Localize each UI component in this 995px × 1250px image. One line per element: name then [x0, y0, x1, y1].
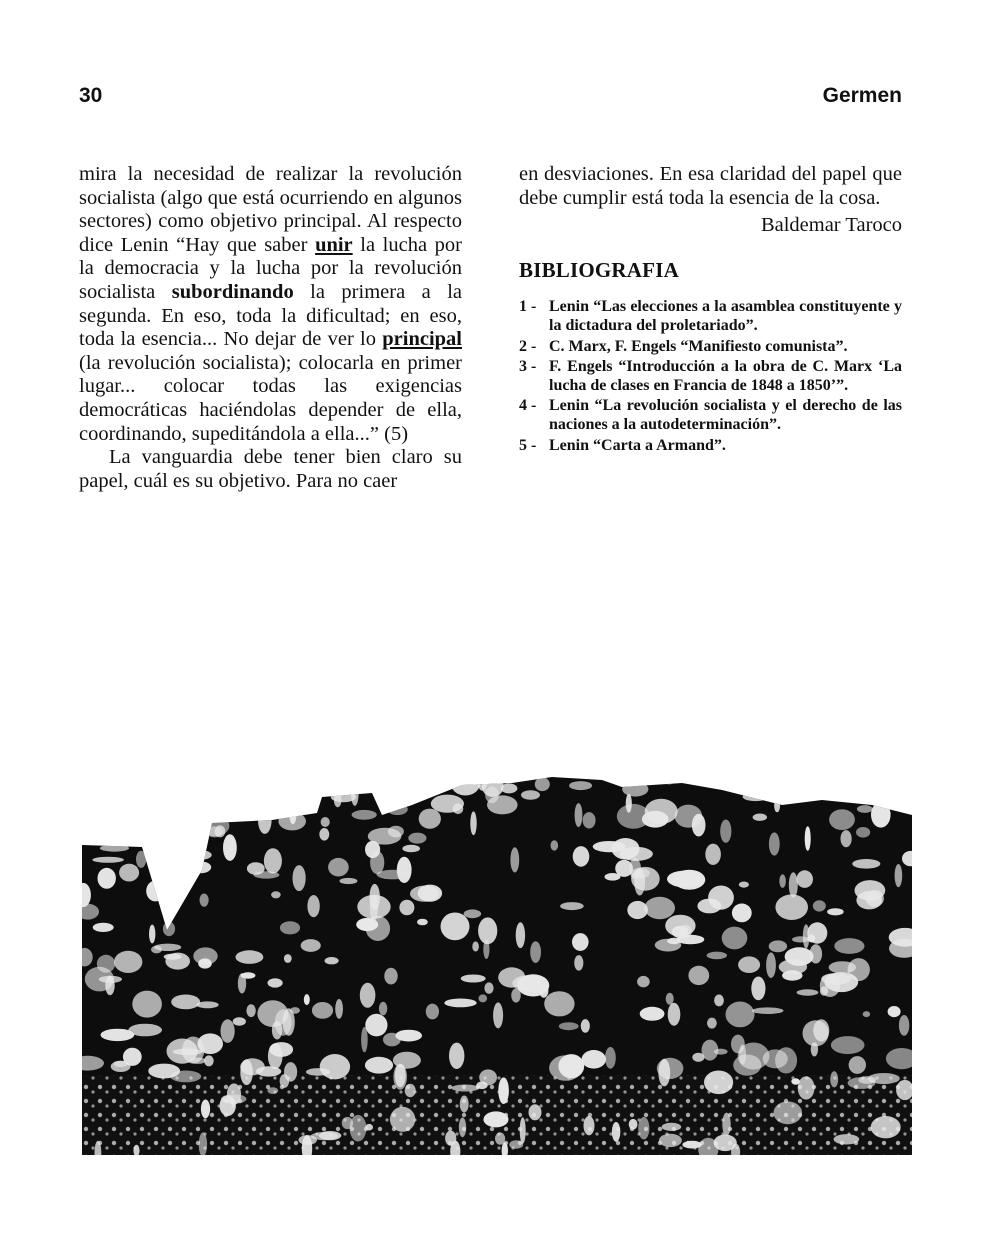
- photo-texture-blob: [738, 956, 760, 973]
- photo-texture-blob: [560, 902, 584, 910]
- photo-texture-blob: [201, 1100, 210, 1119]
- photo-texture-blob: [280, 921, 300, 934]
- photo-texture-blob: [829, 809, 855, 830]
- photo-texture-blob: [707, 1018, 717, 1029]
- photo-texture-blob: [752, 1007, 784, 1014]
- bibliography-number: 4 -: [519, 397, 537, 415]
- photo-texture-blob: [704, 1071, 733, 1095]
- photo-texture-blob: [770, 777, 786, 795]
- photo-texture-blob: [852, 859, 880, 869]
- photo-texture-blob: [739, 1045, 746, 1065]
- photo-texture-blob: [875, 775, 893, 787]
- body-paragraph: en desviaciones. En esa claridad del papel que debe cumplir está toda la esencia de la cosa.: [519, 163, 902, 209]
- photo-texture-blob: [498, 967, 525, 987]
- photo-texture-blob: [797, 989, 819, 995]
- photo-texture-blob: [705, 844, 721, 865]
- photo-texture-blob: [796, 870, 813, 888]
- photo-texture-blob: [727, 775, 755, 789]
- photo-texture-blob: [146, 881, 164, 902]
- photo-texture-blob: [743, 793, 769, 802]
- bibliography-list: [519, 298, 902, 455]
- photo-texture-blob: [221, 1094, 247, 1103]
- photo-texture-blob: [387, 804, 408, 815]
- photo-texture-blob: [622, 782, 648, 797]
- photo-texture-blob: [520, 1117, 526, 1143]
- photo-texture-blob: [827, 908, 844, 915]
- photo-texture-blob: [393, 1064, 407, 1090]
- photo-texture-blob: [157, 815, 163, 837]
- photo-texture-blob: [831, 1036, 865, 1054]
- photo-texture-blob: [663, 776, 676, 785]
- photo-texture-blob: [792, 936, 809, 942]
- photo-texture-blob: [158, 813, 183, 838]
- photo-texture-blob: [841, 830, 852, 847]
- photo-texture-blob: [516, 922, 525, 948]
- photo-texture-blob: [163, 922, 175, 937]
- running-head: Germen: [822, 84, 902, 107]
- photo-texture-blob: [478, 917, 497, 944]
- bibliography-text: Lenin “Carta a Armand”.: [549, 436, 726, 454]
- photo-texture-blob: [627, 901, 648, 919]
- photo-texture-blob: [856, 891, 882, 909]
- photo-texture-blob: [264, 848, 282, 873]
- photo-texture-blob: [399, 900, 414, 916]
- photo-texture-blob: [857, 805, 873, 813]
- photo-texture-blob: [551, 840, 559, 850]
- photo-texture-blob: [644, 897, 675, 919]
- photo-texture-blob: [459, 1118, 466, 1138]
- photo-texture-blob: [236, 950, 264, 964]
- photo-texture-blob: [97, 780, 130, 797]
- photo-texture-blob: [238, 973, 246, 993]
- photo-texture-blob: [149, 925, 155, 944]
- photo-texture-blob: [284, 954, 292, 963]
- body-paragraph: [79, 163, 462, 446]
- photo-texture-blob: [171, 995, 200, 1010]
- bibliography-item: [519, 338, 902, 357]
- photo-texture-blob: [271, 891, 281, 898]
- left-column: [79, 163, 462, 493]
- photo-texture-blob: [193, 830, 202, 845]
- photo-texture-blob: [417, 919, 428, 926]
- photo-texture-blob: [584, 1116, 595, 1135]
- photo-texture-blob: [791, 1078, 800, 1084]
- photo-texture-blob: [173, 844, 188, 851]
- photo-texture-blob: [451, 1085, 479, 1092]
- photo-texture-blob: [397, 857, 412, 883]
- photo-texture-blob: [268, 978, 283, 987]
- photo-texture-blob: [849, 1056, 866, 1074]
- photo-texture-blob: [278, 812, 306, 830]
- photo-texture-blob: [472, 941, 479, 951]
- photo-texture-blob: [136, 784, 167, 811]
- photo-texture-blob: [821, 973, 851, 985]
- photo-texture-blob: [714, 995, 724, 1007]
- photo-texture-blob: [908, 775, 913, 786]
- photo-texture-blob: [408, 833, 426, 844]
- photo-texture-blob: [165, 953, 190, 970]
- photo-texture-blob: [402, 845, 420, 853]
- photo-texture-blob: [583, 812, 596, 828]
- page-number: 30: [79, 84, 103, 107]
- photo-texture-blob: [569, 781, 592, 790]
- photo-texture-blob: [871, 802, 891, 828]
- photo-texture-blob: [98, 868, 116, 889]
- photo-texture-blob: [572, 933, 589, 951]
- photo-texture-blob: [418, 885, 442, 902]
- photo-texture-blob: [200, 894, 209, 907]
- photo-texture-blob: [848, 1077, 876, 1089]
- photo-texture-blob: [638, 1117, 649, 1140]
- photo-texture-blob: [325, 957, 339, 964]
- photo-texture-blob: [339, 878, 357, 884]
- photo-texture-blob: [205, 804, 228, 817]
- photo-texture-blob: [301, 939, 321, 952]
- photo-texture-blob: [789, 872, 798, 897]
- photo-texture-blob: [739, 882, 749, 888]
- photo-texture-blob: [321, 817, 330, 827]
- photo-texture-blob: [856, 827, 870, 838]
- photo-texture-blob: [212, 780, 244, 807]
- photo-texture-blob: [377, 870, 409, 880]
- photo-texture-blob: [426, 1004, 439, 1020]
- photo-texture-blob: [573, 846, 590, 867]
- photo-texture-blob: [659, 1134, 682, 1147]
- photo-texture-blob: [365, 1014, 387, 1037]
- photo-texture-blob: [834, 1134, 860, 1144]
- photo-texture-blob: [192, 850, 212, 859]
- photo-texture-blob: [622, 775, 629, 783]
- photo-texture-blob: [328, 858, 349, 877]
- right-column: [519, 163, 902, 457]
- photo-texture-blob: [493, 1002, 503, 1028]
- photo-texture-blob: [782, 970, 802, 980]
- photo-texture-blob: [383, 1033, 401, 1047]
- photo-texture-blob: [803, 1020, 829, 1046]
- photo-texture-blob: [779, 874, 786, 887]
- photo-texture-blob: [87, 816, 102, 833]
- photo-texture-blob: [357, 895, 390, 919]
- photo-texture-blob: [258, 806, 272, 834]
- photo-texture-blob: [751, 977, 765, 1001]
- bibliography-item: [519, 437, 902, 456]
- photo-texture-blob: [441, 913, 470, 941]
- photo-texture-blob: [179, 809, 209, 833]
- photo-texture-blob: [183, 842, 200, 861]
- photo-texture-blob: [722, 1113, 730, 1137]
- photo-texture-blob: [667, 871, 701, 888]
- photo-texture-blob: [805, 826, 811, 851]
- photo-texture-blob: [529, 1104, 542, 1120]
- photo-texture-blob: [479, 994, 488, 1002]
- bibliography-number: 1 -: [519, 298, 537, 316]
- photo-texture-blob: [722, 927, 748, 950]
- photo-texture-blob: [419, 809, 441, 829]
- photo-texture-blob: [612, 1122, 621, 1142]
- photo-texture-blob: [834, 938, 864, 954]
- photo-texture-blob: [895, 864, 903, 887]
- bibliography-text: Lenin “Las elecciones a la asamblea constituyente y la dictadura del proletariado”.: [549, 298, 902, 334]
- photo-texture-blob: [769, 832, 780, 855]
- photo-texture-blob: [379, 1002, 387, 1016]
- photo-texture-blob: [92, 857, 124, 863]
- photo-texture-blob: [100, 845, 129, 852]
- photo-texture-blob: [246, 1004, 255, 1017]
- photo-texture-blob: [582, 1050, 606, 1069]
- photo-texture-blob: [132, 991, 162, 1018]
- photo-texture-blob: [163, 775, 174, 793]
- photo-texture-blob: [766, 952, 776, 978]
- photo-texture-blob: [798, 1076, 815, 1099]
- photo-texture-blob: [198, 958, 212, 968]
- photo-texture-blob: [495, 1132, 505, 1144]
- photo-texture-blob: [178, 830, 206, 857]
- photo-texture-blob: [361, 1027, 368, 1052]
- photo-texture-blob: [708, 886, 734, 910]
- photo-texture-blob: [450, 775, 470, 783]
- photo-texture-blob: [668, 1003, 681, 1026]
- photo-texture-blob: [171, 778, 199, 785]
- photo-texture-blob: [101, 1029, 135, 1041]
- photo-texture-blob: [384, 968, 397, 985]
- bibliography-number: 2 -: [519, 337, 537, 355]
- photo-texture-blob: [319, 828, 329, 841]
- photo-texture-blob: [253, 871, 279, 878]
- photo-texture-blob: [390, 1107, 415, 1132]
- photo-texture-blob: [119, 864, 139, 882]
- photo-texture-blob: [675, 805, 703, 828]
- photo-texture-blob: [449, 1043, 464, 1069]
- photo-texture-blob: [365, 1057, 393, 1074]
- photo-texture-blob: [218, 790, 249, 799]
- photo-texture-blob: [841, 775, 870, 802]
- photo-texture-blob: [240, 1059, 253, 1085]
- photo-texture-blob: [105, 976, 114, 995]
- photo-texture-blob: [146, 816, 163, 842]
- author-signature: Baldemar Taroco: [760, 214, 902, 237]
- bibliography-number: 5 -: [519, 436, 537, 454]
- bibliography-item: [519, 298, 902, 335]
- photo-texture-blob: [461, 975, 486, 983]
- photo-texture-blob: [97, 955, 115, 973]
- photo-texture-blob: [637, 976, 650, 987]
- emphasis-subordinando: subordinando: [171, 280, 294, 303]
- photo-texture-blob: [726, 1002, 755, 1028]
- photo-texture-blob: [871, 1116, 901, 1138]
- bibliography-item: [519, 397, 902, 434]
- text-run: la primera a la segunda. En eso, toda la dificultad; en eso, toda la esencia... No dejar de ver lo: [79, 280, 462, 351]
- bibliography-heading: BIBLIOGRAFIA: [519, 257, 679, 282]
- photo-texture-blob: [484, 982, 493, 993]
- photo-texture-blob: [863, 1011, 870, 1017]
- body-paragraph: La vanguardia debe tener bien claro su papel, cuál es su objetivo. Para no caer: [79, 446, 462, 492]
- photo-texture-blob: [460, 1096, 469, 1113]
- photo-texture-blob: [775, 894, 808, 920]
- photo-texture-blob: [829, 961, 856, 973]
- photo-texture-blob: [331, 792, 356, 802]
- photo-texture-blob: [558, 1054, 584, 1078]
- photo-texture-blob: [312, 1002, 333, 1019]
- photo-texture-blob: [574, 955, 583, 971]
- photo-texture-blob: [640, 1007, 665, 1021]
- photo-texture-blob: [275, 1009, 292, 1036]
- text-run: la lucha por la democracia y la lucha por la revolución socialista: [79, 233, 462, 303]
- photo-texture-blob: [688, 966, 709, 985]
- photo-texture-blob: [774, 1101, 803, 1124]
- photo-texture-blob: [498, 1077, 509, 1104]
- photo-texture-blob: [269, 1042, 293, 1057]
- bibliography-text: F. Engels “Introducción a la obra de C. Marx ‘La lucha de clases en Francia de 1848 a 1850’”.: [549, 358, 902, 394]
- photo-texture-blob: [453, 804, 464, 815]
- photo-texture-blob: [114, 951, 142, 973]
- photo-texture-blob: [267, 1087, 278, 1094]
- photo-texture-blob: [308, 775, 327, 786]
- photo-texture-blob: [890, 775, 899, 787]
- photo-texture-blob: [148, 1064, 180, 1079]
- photo-texture-blob: [785, 947, 814, 966]
- photo-texture-blob: [720, 820, 731, 843]
- photo-texture-blob: [307, 895, 319, 917]
- photo-texture-blob: [365, 1124, 373, 1131]
- photo-texture-blob: [207, 775, 230, 779]
- photo-texture-blob: [304, 994, 310, 1005]
- photo-texture-blob: [753, 814, 767, 821]
- photo-texture-blob: [221, 1019, 235, 1043]
- photo-texture-blob: [405, 1084, 416, 1098]
- bibliography-text: C. Marx, F. Engels “Manifiesto comunista”.: [549, 337, 848, 355]
- photo-texture-blob: [233, 1017, 246, 1025]
- photo-texture-blob: [662, 1123, 682, 1131]
- photo-texture-blob: [658, 1059, 670, 1087]
- photo-texture-blob: [207, 826, 222, 837]
- photo-texture-blob: [559, 1022, 579, 1030]
- photo-texture-blob: [672, 926, 689, 938]
- photo-texture-blob: [204, 1055, 214, 1066]
- photo-texture-blob: [356, 918, 378, 931]
- bibliography-item: [519, 358, 902, 395]
- photo-texture-blob: [530, 941, 541, 963]
- photo-texture-blob: [368, 828, 402, 845]
- photo-texture-blob: [899, 1015, 909, 1036]
- bibliography-text: Lenin “La revolución socialista y el derecho de las naciones a la autodeterminación”.: [549, 397, 902, 433]
- photo-texture-blob: [351, 779, 359, 806]
- photo-texture-blob: [479, 1069, 497, 1085]
- photo-texture-blob: [581, 1019, 590, 1033]
- photo-texture-blob: [813, 900, 826, 911]
- photo-texture-blob: [93, 923, 114, 932]
- photo-texture-blob: [151, 946, 162, 954]
- photo-texture-blob: [293, 865, 306, 891]
- photo-texture-blob: [830, 1071, 838, 1087]
- photo-texture-blob: [464, 909, 482, 918]
- photo-texture-blob: [732, 904, 752, 923]
- photo-texture-blob: [666, 993, 674, 1005]
- photo-texture-blob: [617, 804, 650, 829]
- photo-texture-blob: [593, 841, 626, 852]
- photo-texture-blob: [444, 999, 476, 1008]
- photo-texture-blob: [769, 940, 787, 952]
- photo-texture-blob: [544, 991, 574, 1016]
- photo-texture-blob: [92, 781, 124, 792]
- photo-texture-blob: [335, 999, 343, 1019]
- photo-texture-blob: [223, 834, 237, 861]
- photo-texture-blob: [136, 851, 146, 868]
- text-run: mira la necesidad de realizar la revolución socialista (algo que está ocurriendo en algunos sectores) como objetivo principal. Al respecto dice Lenin “Hay que saber: [79, 163, 462, 256]
- photo-texture-blob: [888, 1006, 901, 1017]
- bibliography-number: 3 -: [519, 358, 537, 376]
- emphasis-unir: unir: [315, 233, 353, 256]
- photo-texture-blob: [575, 803, 583, 827]
- photo-texture-blob: [803, 924, 810, 948]
- photo-texture-blob: [605, 1047, 616, 1069]
- photo-texture-blob: [521, 790, 540, 799]
- crowd-photo: [82, 775, 912, 1155]
- photo-texture-blob: [191, 861, 211, 873]
- photo-texture-blob: [535, 777, 550, 791]
- photo-texture-blob: [484, 1111, 509, 1127]
- photo-texture-blob: [145, 795, 156, 808]
- photo-texture-blob: [470, 811, 476, 835]
- photo-texture-blob: [262, 775, 286, 783]
- photo-texture-blob: [629, 858, 641, 880]
- emphasis-principal: principal: [382, 328, 462, 351]
- photo-texture-blob: [280, 1074, 290, 1088]
- photo-texture-blob: [774, 799, 780, 812]
- photo-texture-blob: [352, 810, 377, 820]
- photo-texture-blob: [702, 1040, 719, 1061]
- photo-texture-blob: [148, 783, 166, 804]
- photo-texture-blob: [510, 847, 519, 872]
- photo-texture-blob: [446, 775, 453, 788]
- photo-texture-blob: [360, 983, 376, 1008]
- photo-texture-blob: [511, 988, 521, 1002]
- photo-texture-blob: [645, 799, 678, 824]
- photo-texture-blob: [629, 1119, 638, 1130]
- photo-texture-blob: [167, 1039, 198, 1064]
- photo-texture-blob: [320, 1054, 350, 1079]
- photo-texture-blob: [350, 1115, 367, 1142]
- photo-texture-blob: [707, 952, 727, 960]
- photo-texture-blob: [114, 1061, 128, 1067]
- text-run: (la revolución socialista); colocarla en primer lugar... colocar todas las exigencias democráticas haciéndolas depender de ella, coordinando, supeditándola a ella...” (5): [79, 351, 462, 445]
